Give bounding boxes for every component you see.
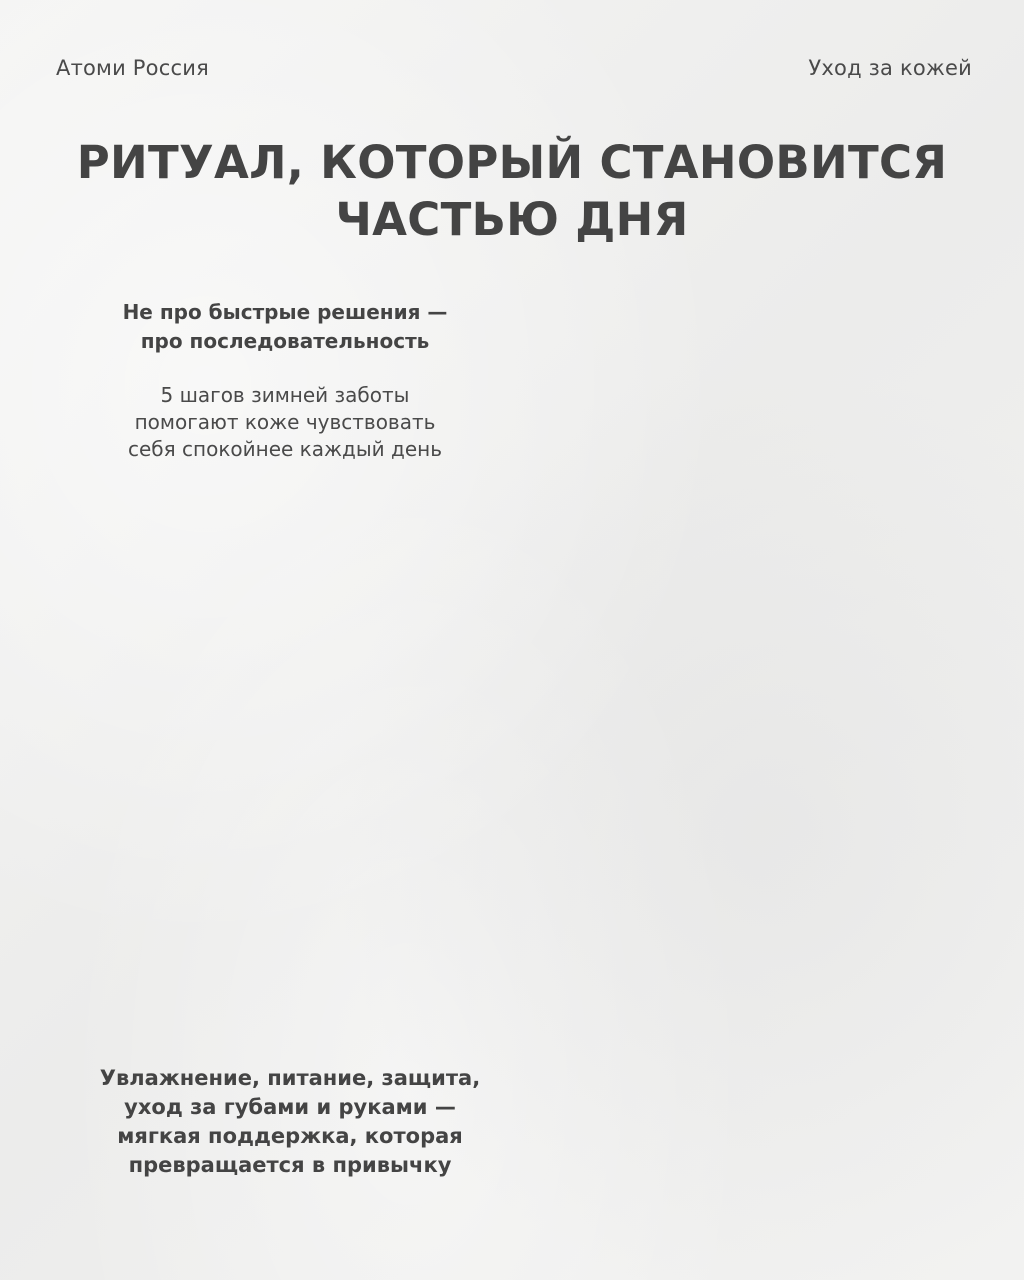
intro-block bbox=[80, 298, 490, 463]
footer-caption bbox=[60, 1064, 520, 1180]
intro-lead bbox=[80, 298, 490, 356]
intro-body-line: 5 шагов зимней заботы bbox=[160, 383, 410, 407]
footer-caption-line: уход за губами и руками — bbox=[124, 1095, 456, 1119]
intro-body-line: себя спокойнее каждый день bbox=[127, 437, 442, 461]
intro-body bbox=[80, 382, 490, 463]
page-title bbox=[0, 134, 1024, 248]
footer-caption-line: мягкая поддержка, которая bbox=[117, 1124, 463, 1148]
intro-lead-line: про последовательность bbox=[140, 329, 430, 353]
page-title-line: ЧАСТЬЮ ДНЯ bbox=[335, 193, 689, 246]
footer-caption-line: Увлажнение, питание, защита, bbox=[99, 1066, 481, 1090]
topic-label: Уход за кожей bbox=[808, 56, 972, 80]
intro-lead-line: Не про быстрые решения — bbox=[122, 300, 448, 324]
brand-label: Атоми Россия bbox=[56, 56, 209, 80]
page-title-line: РИТУАЛ, КОТОРЫЙ СТАНОВИТСЯ bbox=[76, 136, 948, 189]
footer-caption-line: превращается в привычку bbox=[128, 1153, 452, 1177]
intro-body-line: помогают коже чувствовать bbox=[134, 410, 436, 434]
